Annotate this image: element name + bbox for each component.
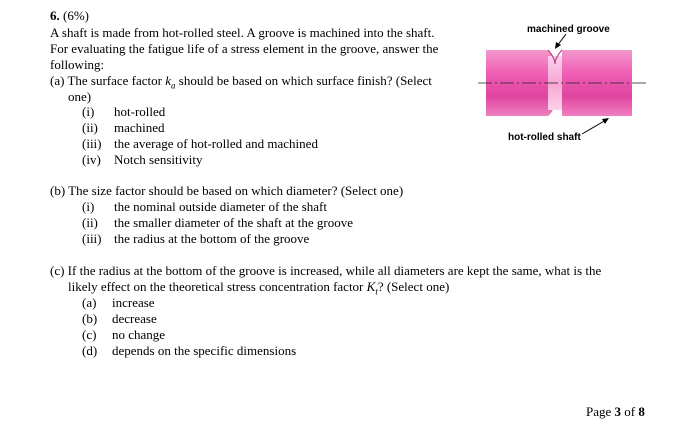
surface-factor-symbol: $k_a$ xyxy=(165,73,176,91)
part-a-option: (iii) the average of hot-rolled and machined xyxy=(82,136,318,151)
part-b-option: (iii) the radius at the bottom of the groove xyxy=(82,231,310,246)
part-c-option: (d) depends on the specific dimensions xyxy=(82,343,297,358)
intro-line-2: For evaluating the fatigue life of a stress element in the groove, answer the xyxy=(50,41,439,56)
arrow-head-top xyxy=(555,42,561,49)
part-b-option: (i) the nominal outside diameter of the shaft xyxy=(82,199,327,214)
question-header xyxy=(50,8,89,24)
part-a-option: (ii) machined xyxy=(82,120,165,135)
page-number: Page 3 of 8 xyxy=(586,404,645,419)
question-number: 6. xyxy=(50,8,60,23)
part-c-option: (b) decrease xyxy=(82,311,157,326)
part-c-option: (c) no change xyxy=(82,327,166,342)
part-c-prompt-line-1: (c) If the radius at the bottom of the groove is increased, while all diameters are kept the same, what is the xyxy=(50,263,602,278)
part-a-prompt-start: (a) The surface factor xyxy=(50,73,162,88)
part-a-option: (i) hot-rolled xyxy=(82,104,166,119)
arrow-head-bottom xyxy=(602,118,609,124)
shaft-figure xyxy=(478,34,648,136)
part-c-option: (a) increase xyxy=(82,295,155,310)
part-a-prompt xyxy=(50,73,432,89)
intro-line-1: A shaft is made from hot-rolled steel. A groove is machined into the shaft. xyxy=(50,25,435,40)
part-a-option: (iv) Notch sensitivity xyxy=(82,152,203,167)
part-a-prompt-end: should be based on which surface finish? (Select xyxy=(178,73,432,88)
figure-label-hot-rolled-shaft: hot-rolled shaft xyxy=(508,132,581,143)
question-points: (6%) xyxy=(63,8,89,23)
stress-concentration-symbol: $K_t$ xyxy=(366,279,378,297)
part-b-option: (ii) the smaller diameter of the shaft at the groove xyxy=(82,215,353,230)
figure-label-machined-groove: machined groove xyxy=(527,24,610,35)
intro-line-3: following: xyxy=(50,57,105,72)
part-b-prompt: (b) The size factor should be based on which diameter? (Select one) xyxy=(50,183,404,198)
part-a-prompt-cont: one) xyxy=(68,89,92,104)
part-c-prompt-line-2: likely effect on the theoretical stress concentration factor $K_t$? (Select one) xyxy=(68,279,450,297)
